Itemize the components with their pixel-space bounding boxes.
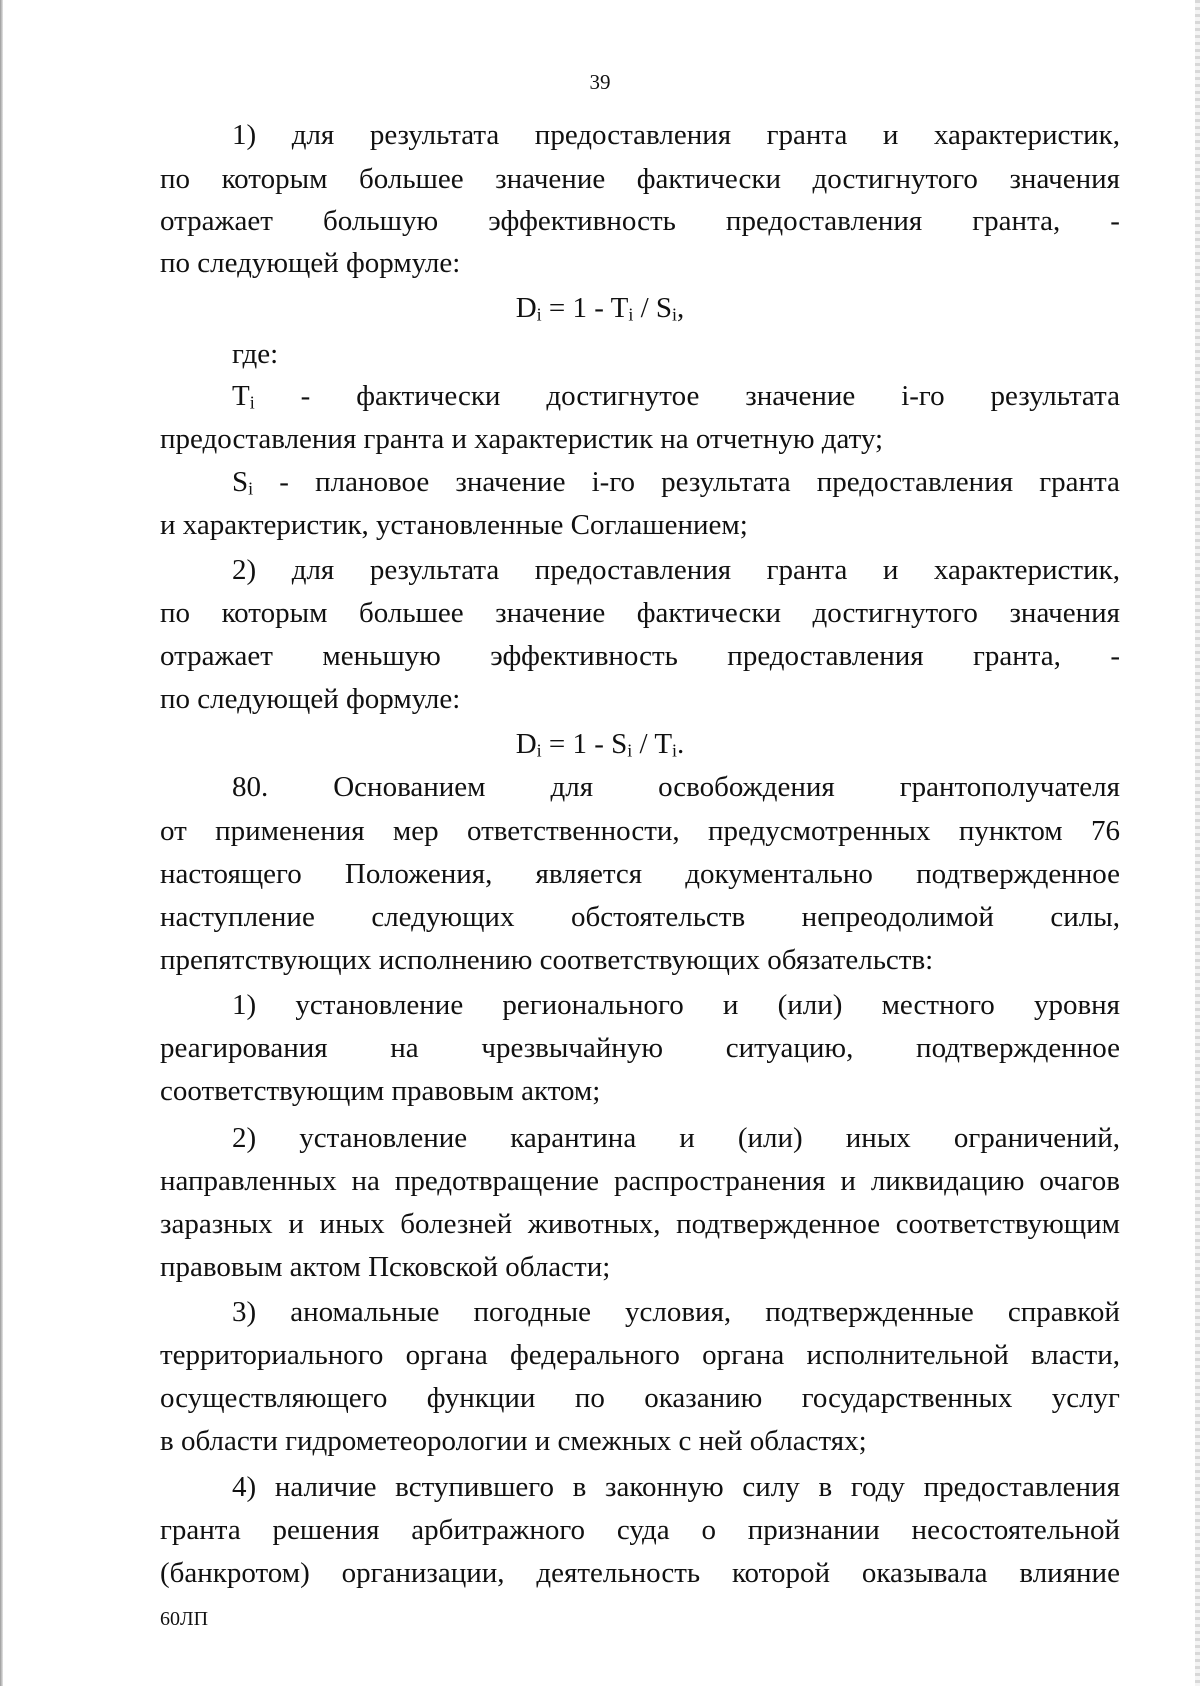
p80-line-5: препятствующих исполнению соответствующих обязательств: — [160, 944, 934, 976]
word: установление — [299, 1122, 468, 1154]
word: 1) — [232, 989, 257, 1021]
si-definition-line-2: и характеристик, установленные Соглашением; — [160, 509, 748, 541]
word: фактически — [356, 380, 501, 412]
p1-line-3 — [160, 203, 1120, 239]
item4-line-3 — [160, 1555, 1120, 1591]
word: для — [291, 119, 335, 151]
word: законную — [605, 1471, 724, 1503]
word: достигнутое — [546, 380, 700, 412]
word: достигнутого — [812, 597, 978, 629]
word: предусмотренных — [707, 815, 931, 847]
word: является — [535, 858, 643, 890]
item1-line-1 — [232, 987, 1120, 1023]
word: значения — [1009, 163, 1120, 195]
word: оказанию — [644, 1382, 763, 1414]
word: ответственности, — [466, 815, 680, 847]
word: i-го — [591, 466, 635, 498]
formula-2: $D_i = 1 - S_i / T_i$. — [515, 728, 685, 761]
p1-line-4: по следующей формуле: — [160, 247, 461, 279]
word: - — [279, 466, 289, 498]
word: подтвержденное — [916, 1032, 1120, 1064]
word: (или) — [737, 1122, 803, 1154]
word: результата — [369, 119, 500, 151]
word: и — [882, 119, 899, 151]
p2-line-2 — [160, 595, 1120, 631]
word: в — [572, 1471, 587, 1503]
word: 3) — [232, 1296, 257, 1328]
word: гранта — [1039, 466, 1120, 498]
word: для — [291, 554, 335, 586]
word: подтвержденное — [916, 858, 1120, 890]
word: отражает — [160, 640, 273, 672]
word: предоставления — [534, 554, 732, 586]
p1-line-2 — [160, 161, 1120, 197]
word: арбитражного — [411, 1514, 586, 1546]
word: (или) — [777, 989, 843, 1021]
p80-line-4 — [160, 899, 1120, 935]
word: отражает — [160, 205, 273, 237]
word: погодные — [473, 1296, 591, 1328]
word: - — [300, 380, 311, 412]
word: установление — [295, 989, 464, 1021]
word: большее — [358, 163, 464, 195]
word: которым — [221, 163, 328, 195]
word: уровня — [1033, 989, 1120, 1021]
word: заразных — [160, 1208, 273, 1240]
word: силу — [742, 1471, 800, 1503]
word: мер — [392, 815, 439, 847]
word: предоставления — [725, 205, 923, 237]
p80-line-2 — [160, 813, 1120, 849]
word: большую — [323, 205, 439, 237]
ti-definition-line-1 — [232, 378, 1120, 414]
item2-line-3 — [160, 1206, 1120, 1242]
word: следующих — [371, 901, 515, 933]
word: непреодолимой — [801, 901, 994, 933]
word: характеристик, — [933, 119, 1120, 151]
word: иных — [319, 1208, 385, 1240]
formula-1: $D_i = 1 - T_i / S_i$, — [515, 292, 685, 325]
document-code: 60ЛП — [160, 1608, 209, 1630]
word: плановое — [315, 466, 430, 498]
word: силы, — [1050, 901, 1120, 933]
word: которой — [731, 1557, 830, 1589]
word: значение — [745, 380, 856, 412]
si-symbol: $S_i$ — [232, 466, 254, 499]
word: для — [550, 771, 594, 803]
item3-line-2 — [160, 1337, 1120, 1373]
word: гранта — [766, 119, 848, 151]
word: которым — [221, 597, 328, 629]
word: гранта, — [972, 640, 1061, 672]
word: организации, — [341, 1557, 505, 1589]
word: году — [850, 1471, 905, 1503]
word: органа — [405, 1339, 488, 1371]
word: влияние — [1019, 1557, 1120, 1589]
word: достигнутого — [812, 163, 978, 195]
word: документально — [685, 858, 873, 890]
word: вступившего — [395, 1471, 554, 1503]
p1-line-1 — [232, 117, 1120, 153]
word: местного — [881, 989, 995, 1021]
word: иных — [845, 1122, 911, 1154]
item2-line-1 — [232, 1120, 1120, 1156]
word: аномальные — [290, 1296, 440, 1328]
word: Положения, — [344, 858, 493, 890]
word: значения — [1009, 597, 1120, 629]
word: признании — [747, 1514, 880, 1546]
item2-line-4: правовым актом Псковской области; — [160, 1251, 611, 1283]
word: 2) — [232, 1122, 257, 1154]
word: грантополучателя — [899, 771, 1120, 803]
word: карантина — [510, 1122, 637, 1154]
word: оказывала — [861, 1557, 988, 1589]
word: соответствующим — [895, 1208, 1120, 1240]
word: характеристик, — [933, 554, 1120, 586]
word: - — [1110, 205, 1120, 237]
word: фактически — [636, 597, 781, 629]
word: 76 — [1090, 815, 1120, 847]
item4-line-1 — [232, 1469, 1120, 1505]
word: по — [574, 1382, 605, 1414]
word: большее — [358, 597, 464, 629]
word: 4) — [232, 1471, 257, 1503]
word: наличие — [274, 1471, 377, 1503]
word: решения — [272, 1514, 380, 1546]
word: осуществляющего — [160, 1382, 388, 1414]
word: по — [160, 597, 191, 629]
word: i-го — [901, 380, 945, 412]
word: предоставления — [816, 466, 1014, 498]
word: пунктом — [958, 815, 1063, 847]
word: результата — [990, 380, 1120, 412]
word: и — [679, 1122, 695, 1154]
word: Основанием — [333, 771, 486, 803]
word: предотвращение — [394, 1165, 600, 1197]
item3-line-3 — [160, 1380, 1120, 1416]
item3-line-1 — [232, 1294, 1120, 1330]
word: государственных — [801, 1382, 1013, 1414]
word: подтвержденные — [765, 1296, 974, 1328]
scan-edge-right — [1195, 0, 1200, 1686]
word: 1) — [232, 119, 257, 151]
word: обстоятельств — [570, 901, 746, 933]
word: гранта — [766, 554, 848, 586]
word: исполнительной — [806, 1339, 1009, 1371]
page-number: 39 — [589, 70, 611, 94]
p2-line-1 — [232, 552, 1120, 588]
word: на — [390, 1032, 419, 1064]
word: подтвержденное — [676, 1208, 881, 1240]
word: в — [818, 1471, 833, 1503]
word: гранта, — [972, 205, 1061, 237]
item3-line-4: в области гидрометеорологии и смежных с ней областях; — [160, 1425, 867, 1457]
word: - — [1110, 640, 1120, 672]
word: (банкротом) — [160, 1557, 310, 1589]
word: результата — [661, 466, 791, 498]
word: результата — [369, 554, 500, 586]
word: освобождения — [658, 771, 835, 803]
ti-definition-line-2: предоставления гранта и характеристик на отчетную дату; — [160, 423, 884, 455]
scan-edge-left — [0, 0, 3, 1686]
word: территориального — [160, 1339, 384, 1371]
word: значение — [495, 163, 606, 195]
word: функции — [426, 1382, 536, 1414]
word: животных, — [527, 1208, 661, 1240]
item1-line-3: соответствующим правовым актом; — [160, 1075, 601, 1107]
word: эффективность — [488, 205, 676, 237]
p80-line-3 — [160, 856, 1120, 892]
word: федерального — [509, 1339, 680, 1371]
word: распространения — [613, 1165, 826, 1197]
word: деятельность — [536, 1557, 701, 1589]
word: справкой — [1007, 1296, 1120, 1328]
word: и — [722, 989, 739, 1021]
word: предоставления — [923, 1471, 1120, 1503]
word: органа — [702, 1339, 785, 1371]
p2-line-4: по следующей формуле: — [160, 683, 461, 715]
word: и — [882, 554, 899, 586]
word: от — [160, 815, 187, 847]
word: ликвидацию — [870, 1165, 1025, 1197]
word: регионального — [502, 989, 684, 1021]
word: условия, — [625, 1296, 732, 1328]
word: чрезвычайную — [481, 1032, 663, 1064]
item2-line-2 — [160, 1163, 1120, 1199]
word: направленных — [160, 1165, 337, 1197]
word: гранта — [160, 1514, 241, 1546]
word: и — [288, 1208, 304, 1240]
p2-line-3 — [160, 638, 1120, 674]
word: услуг — [1051, 1382, 1120, 1414]
word: эффективность — [490, 640, 678, 672]
word: суда — [616, 1514, 670, 1546]
where-label: где: — [232, 338, 279, 370]
word: наступление — [160, 901, 315, 933]
word: болезней — [400, 1208, 513, 1240]
si-definition-line-1 — [232, 464, 1120, 500]
word: применения — [215, 815, 365, 847]
word: по — [160, 163, 191, 195]
word: значение — [455, 466, 566, 498]
word: власти, — [1031, 1339, 1120, 1371]
word: предоставления — [727, 640, 924, 672]
item4-line-2 — [160, 1512, 1120, 1548]
word: фактически — [636, 163, 781, 195]
word: ограничений, — [953, 1122, 1120, 1154]
word: несостоятельной — [911, 1514, 1120, 1546]
word: очагов — [1039, 1165, 1120, 1197]
word: 2) — [232, 554, 257, 586]
word: на — [351, 1165, 380, 1197]
item1-line-2 — [160, 1030, 1120, 1066]
word: о — [701, 1514, 716, 1546]
p80-line-1 — [232, 769, 1120, 805]
word: настоящего — [160, 858, 302, 890]
word: ситуацию, — [725, 1032, 854, 1064]
word: и — [840, 1165, 856, 1197]
word: меньшую — [322, 640, 441, 672]
ti-symbol: $T_i$ — [232, 380, 255, 413]
word: 80. — [232, 771, 269, 803]
word: значение — [495, 597, 606, 629]
word: предоставления — [534, 119, 732, 151]
word: реагирования — [160, 1032, 328, 1064]
